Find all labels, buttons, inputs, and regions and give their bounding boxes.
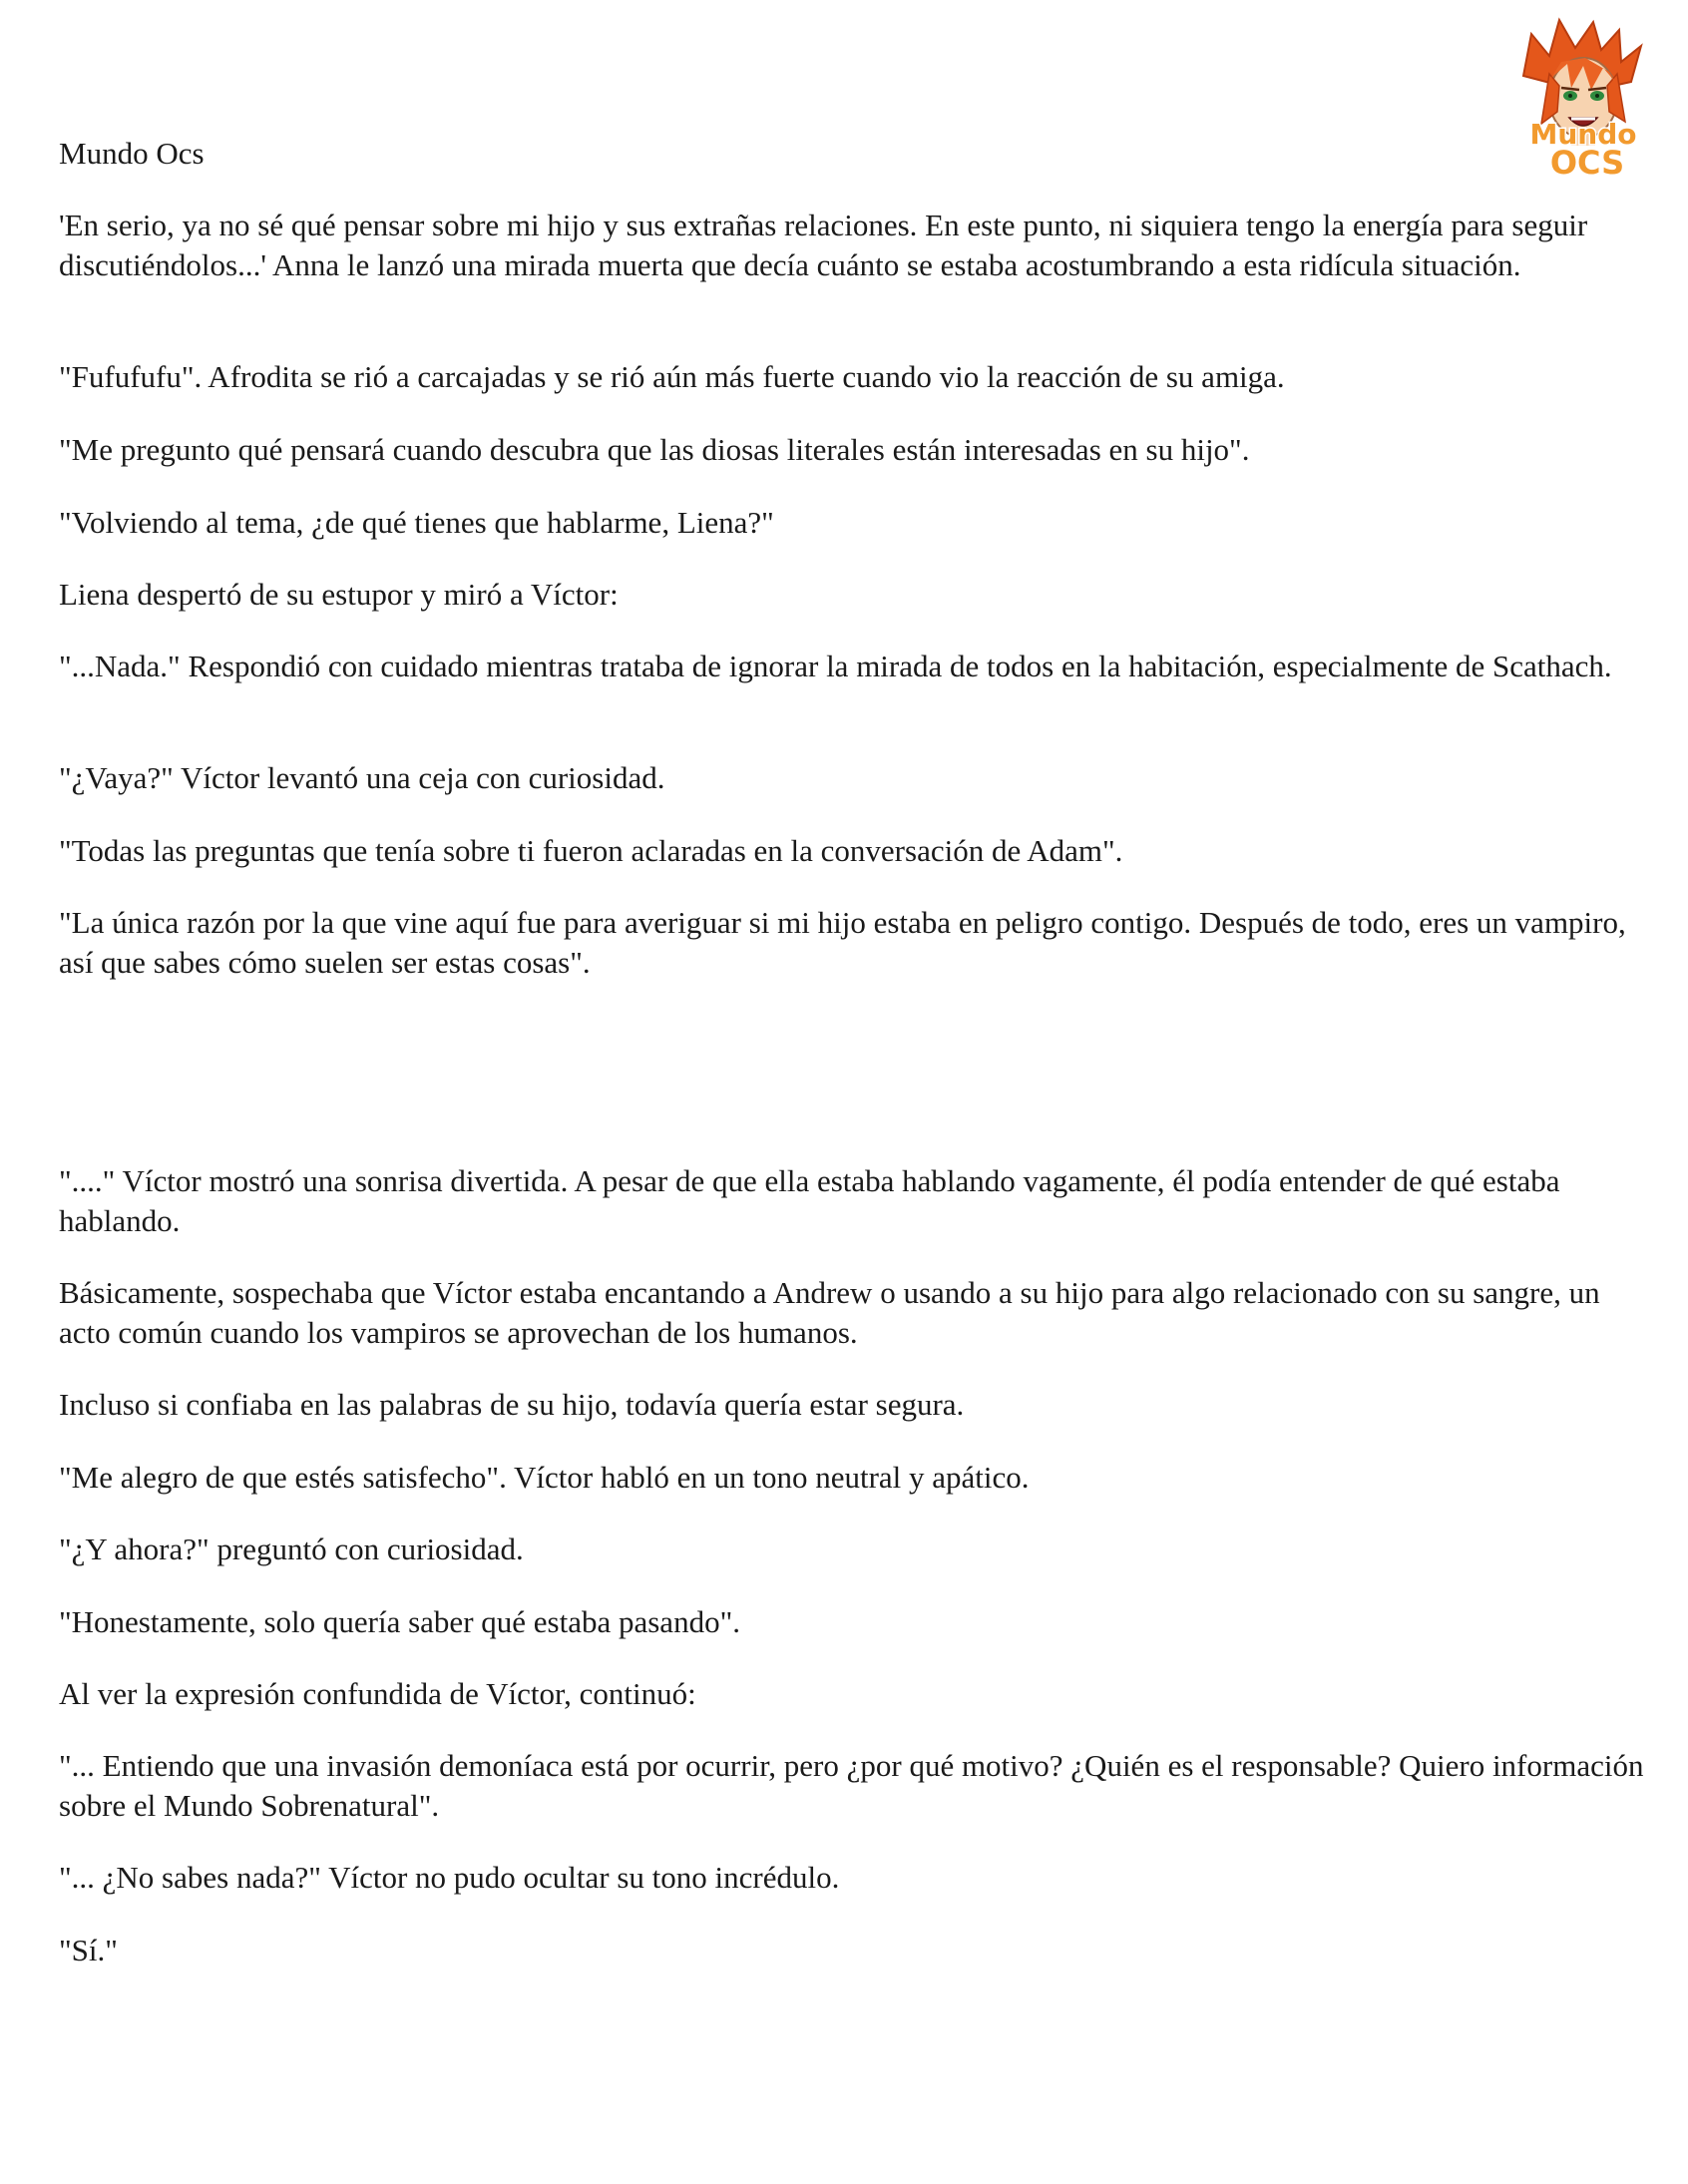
- paragraph: "La única razón por la que vine aquí fue para averiguar si mi hijo estaba en peligro contigo. Después de todo, eres un vampiro, así que sabes cómo suelen ser estas cosas".: [59, 905, 1626, 980]
- paragraph: Liena despertó de su estupor y miró a Víctor:: [59, 577, 619, 612]
- paragraph: "Fufufufu". Afrodita se rió a carcajadas y se rió aún más fuerte cuando vio la reacción de su amiga.: [59, 359, 1285, 394]
- paragraph: Incluso si confiaba en las palabras de su hijo, todavía quería estar segura.: [59, 1387, 965, 1422]
- logo-text-bottom: OCS: [1549, 144, 1625, 181]
- paragraph: "Me pregunto qué pensará cuando descubra que las diosas literales están interesadas en su hijo".: [59, 432, 1250, 467]
- paragraph: "...Nada." Respondió con cuidado mientras trataba de ignorar la mirada de todos en la habitación, especialmente de Scathach.: [59, 649, 1612, 683]
- paragraph: "Volviendo al tema, ¿de qué tienes que hablarme, Liena?": [59, 505, 774, 540]
- paragraph: "... ¿No sabes nada?" Víctor no pudo ocultar su tono incrédulo.: [59, 1860, 840, 1895]
- paragraph: Al ver la expresión confundida de Víctor, continuó:: [59, 1676, 696, 1711]
- paragraph: Básicamente, sospechaba que Víctor estaba encantando a Andrew o usando a su hijo para algo relacionado con su sangre, un acto común cuando los vampiros se aprovechan de los humanos.: [59, 1275, 1600, 1350]
- paragraph: "¿Y ahora?" preguntó con curiosidad.: [59, 1531, 524, 1566]
- paragraph: "... Entiendo que una invasión demoníaca está por ocurrir, pero ¿por qué motivo? ¿Quién es el responsable? Quiero información sobre el Mundo Sobrenatural".: [59, 1748, 1644, 1823]
- paragraph: "Honestamente, solo quería saber qué estaba pasando".: [59, 1604, 740, 1639]
- paragraph: "¿Vaya?" Víctor levantó una ceja con curiosidad.: [59, 760, 665, 795]
- paragraph: "...." Víctor mostró una sonrisa divertida. A pesar de que ella estaba hablando vagamente, él podía entender de qué estaba hablando.: [59, 1163, 1560, 1238]
- document-heading: Mundo Ocs: [59, 136, 205, 171]
- paragraph: "Sí.": [59, 1933, 118, 1967]
- paragraph: 'En serio, ya no sé qué pensar sobre mi hijo y sus extrañas relaciones. En este punto, ni siquiera tengo la energía para seguir discutiéndolos...' Anna le lanzó una mirada muerta que decía cuánto se estaba acostumbrando a esta ridícula situación.: [59, 208, 1588, 282]
- paragraph: "Todas las preguntas que tenía sobre ti fueron aclaradas en la conversación de Adam".: [59, 833, 1123, 868]
- logo-text-top: Mundo: [1529, 118, 1637, 151]
- paragraph: "Me alegro de que estés satisfecho". Víctor habló en un tono neutral y apático.: [59, 1460, 1030, 1495]
